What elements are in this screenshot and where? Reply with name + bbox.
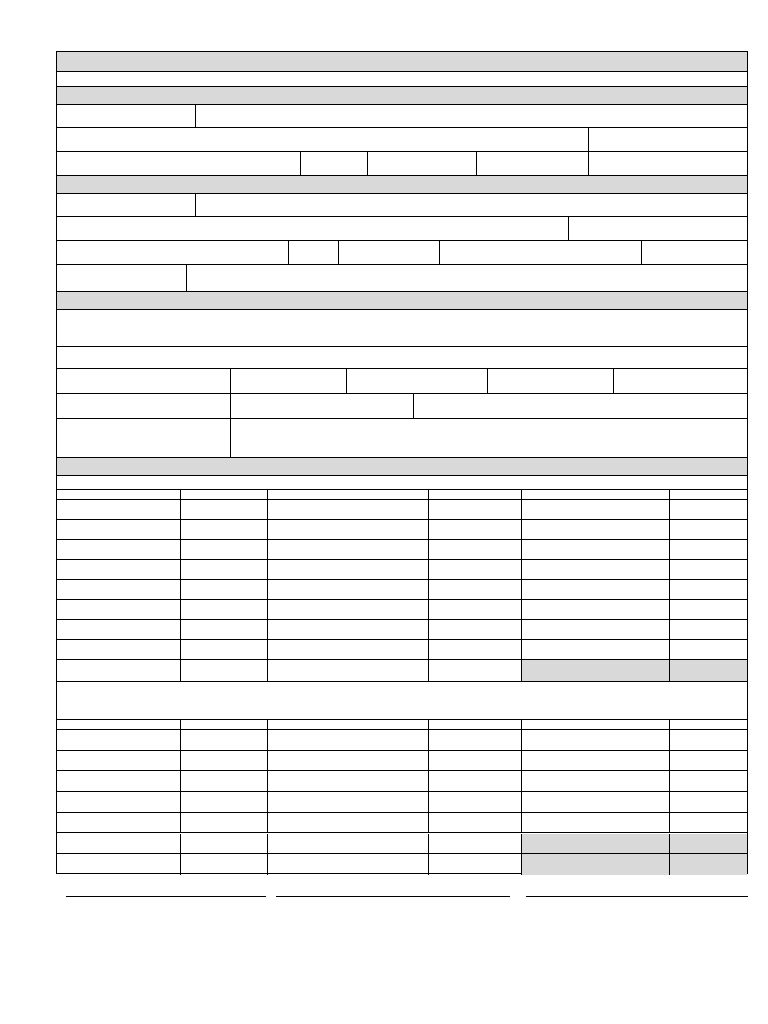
form-row <box>57 105 747 128</box>
table-cell[interactable] <box>180 580 267 599</box>
table-cell[interactable] <box>57 834 180 854</box>
field-cell[interactable] <box>300 152 367 175</box>
table-cell[interactable] <box>267 792 428 812</box>
table-row <box>57 660 747 682</box>
table-cell[interactable] <box>521 751 669 771</box>
field-cell[interactable] <box>588 128 747 151</box>
table-cell[interactable] <box>180 854 267 875</box>
table-cell[interactable] <box>267 580 428 599</box>
form-row[interactable] <box>57 310 747 347</box>
table-cell[interactable] <box>57 771 180 791</box>
table-cell[interactable] <box>521 560 669 579</box>
table-cell[interactable] <box>180 540 267 559</box>
table-header-cell <box>521 490 669 499</box>
table-cell <box>669 660 747 681</box>
table-row <box>57 600 747 620</box>
table-row <box>57 771 747 792</box>
table-cell[interactable] <box>180 792 267 812</box>
table-row <box>57 620 747 640</box>
form-row <box>57 217 747 241</box>
table-cell[interactable] <box>267 500 428 519</box>
table-header-row <box>57 720 747 730</box>
table-row <box>57 500 747 520</box>
table-cell[interactable] <box>57 520 180 539</box>
table-row <box>57 813 747 834</box>
table-row <box>57 854 747 875</box>
signature-line[interactable] <box>276 896 510 897</box>
table-cell[interactable] <box>180 834 267 854</box>
table-cell[interactable] <box>669 751 747 771</box>
table-cell[interactable] <box>428 730 521 750</box>
table-cell[interactable] <box>267 520 428 539</box>
table-cell[interactable] <box>57 751 180 771</box>
table-cell[interactable] <box>180 620 267 639</box>
table-cell[interactable] <box>521 540 669 559</box>
table-cell <box>521 660 669 681</box>
field-cell[interactable] <box>186 265 747 291</box>
table-cell[interactable] <box>669 730 747 750</box>
table-header-cell <box>428 490 521 499</box>
table-cell[interactable] <box>180 771 267 791</box>
section-header-band <box>57 52 747 72</box>
table-cell[interactable] <box>521 792 669 812</box>
table-header-cell <box>180 490 267 499</box>
table-cell[interactable] <box>267 660 428 681</box>
table-cell[interactable] <box>57 730 180 750</box>
table-cell[interactable] <box>669 620 747 639</box>
table-cell[interactable] <box>180 560 267 579</box>
section-header-band <box>57 458 747 476</box>
table-row <box>57 792 747 813</box>
table-cell[interactable] <box>669 600 747 619</box>
table-cell[interactable] <box>180 640 267 659</box>
table-cell[interactable] <box>428 560 521 579</box>
table-cell[interactable] <box>428 620 521 639</box>
table-header-cell <box>267 720 428 729</box>
form-row <box>57 369 747 394</box>
table-cell[interactable] <box>267 834 428 854</box>
table-cell[interactable] <box>267 813 428 833</box>
table-cell[interactable] <box>267 640 428 659</box>
table-cell[interactable] <box>57 500 180 519</box>
table-row <box>57 520 747 540</box>
table-cell[interactable] <box>267 854 428 875</box>
table-cell[interactable] <box>428 580 521 599</box>
table-cell[interactable] <box>267 751 428 771</box>
section-header-band <box>57 292 747 310</box>
table-cell[interactable] <box>669 792 747 812</box>
table-cell[interactable] <box>267 560 428 579</box>
blank-form <box>56 51 748 874</box>
table-cell[interactable] <box>180 660 267 681</box>
table-cell[interactable] <box>57 580 180 599</box>
table-cell[interactable] <box>267 600 428 619</box>
table-header-cell <box>669 490 747 499</box>
form-row <box>57 72 747 87</box>
field-cell[interactable] <box>568 217 747 240</box>
table-cell[interactable] <box>521 600 669 619</box>
form-row <box>57 241 747 265</box>
form-row[interactable] <box>57 347 747 369</box>
table-cell[interactable] <box>428 520 521 539</box>
table-cell[interactable] <box>267 771 428 791</box>
form-row <box>57 128 747 152</box>
table-header-cell <box>428 720 521 729</box>
signature-line[interactable] <box>526 896 748 897</box>
table-row <box>57 560 747 580</box>
table-cell[interactable] <box>428 660 521 681</box>
table-cell[interactable] <box>521 500 669 519</box>
table-row <box>57 751 747 772</box>
table-cell[interactable] <box>57 620 180 639</box>
table-cell[interactable] <box>428 640 521 659</box>
table-cell[interactable] <box>57 540 180 559</box>
table-cell[interactable] <box>669 640 747 659</box>
field-cell[interactable] <box>613 369 747 393</box>
table-cell[interactable] <box>669 540 747 559</box>
table-cell[interactable] <box>57 560 180 579</box>
table-cell[interactable] <box>428 600 521 619</box>
table-cell[interactable] <box>428 771 521 791</box>
table-cell <box>669 854 747 875</box>
table-header-row <box>57 490 747 500</box>
table-row <box>57 730 747 751</box>
form-row <box>57 194 747 217</box>
table-cell[interactable] <box>669 771 747 791</box>
form-row <box>57 419 747 458</box>
table-cell[interactable] <box>521 813 669 833</box>
table-cell[interactable] <box>428 792 521 812</box>
table-cell[interactable] <box>521 580 669 599</box>
table-cell[interactable] <box>428 500 521 519</box>
table-row <box>57 640 747 660</box>
table-cell[interactable] <box>669 560 747 579</box>
table-cell[interactable] <box>57 600 180 619</box>
field-cell[interactable] <box>367 152 476 175</box>
table-header-cell <box>669 720 747 729</box>
field-cell[interactable] <box>230 394 413 418</box>
table-cell[interactable] <box>428 751 521 771</box>
table-cell[interactable] <box>669 500 747 519</box>
signature-line[interactable] <box>66 896 266 897</box>
table-header-cell <box>521 720 669 729</box>
table-cell <box>521 834 669 854</box>
field-cell[interactable] <box>195 194 747 216</box>
table-cell[interactable] <box>180 600 267 619</box>
table-cell[interactable] <box>57 660 180 681</box>
table-cell[interactable] <box>267 540 428 559</box>
field-cell[interactable] <box>413 394 747 418</box>
section-header-band <box>57 176 747 194</box>
table-cell[interactable] <box>57 792 180 812</box>
field-cell[interactable] <box>641 241 747 264</box>
field-cell[interactable] <box>487 369 613 393</box>
section-header-band <box>57 87 747 105</box>
table-cell[interactable] <box>180 730 267 750</box>
table-row <box>57 580 747 600</box>
field-cell[interactable] <box>288 241 338 264</box>
table-cell[interactable] <box>180 751 267 771</box>
table-cell <box>669 834 747 854</box>
field-cell[interactable] <box>588 152 747 175</box>
table-cell[interactable] <box>267 730 428 750</box>
table-cell[interactable] <box>57 813 180 833</box>
table-cell[interactable] <box>521 520 669 539</box>
table-header-cell <box>180 720 267 729</box>
field-cell[interactable] <box>346 369 487 393</box>
table-cell[interactable] <box>521 620 669 639</box>
table-row <box>57 540 747 560</box>
table-cell[interactable] <box>428 540 521 559</box>
table-cell <box>521 854 669 875</box>
table-caption-row <box>57 706 747 720</box>
table-cell[interactable] <box>521 730 669 750</box>
table-cell[interactable] <box>669 520 747 539</box>
table-cell[interactable] <box>428 854 521 875</box>
field-cell[interactable] <box>338 241 439 264</box>
table-cell[interactable] <box>428 813 521 833</box>
table-cell[interactable] <box>180 520 267 539</box>
field-cell[interactable] <box>195 105 747 127</box>
table-cell[interactable] <box>267 620 428 639</box>
table-cell[interactable] <box>57 640 180 659</box>
table-cell[interactable] <box>180 500 267 519</box>
table-cell[interactable] <box>57 854 180 875</box>
field-cell[interactable] <box>476 152 588 175</box>
field-cell[interactable] <box>230 369 346 393</box>
form-row <box>57 152 747 176</box>
table-cell[interactable] <box>180 813 267 833</box>
table-cell[interactable] <box>428 834 521 854</box>
table-cell[interactable] <box>669 580 747 599</box>
table-cell[interactable] <box>521 640 669 659</box>
field-cell[interactable] <box>230 419 747 457</box>
table-caption-row <box>57 476 747 490</box>
table-row <box>57 834 747 855</box>
form-row <box>57 394 747 419</box>
field-cell[interactable] <box>439 241 641 264</box>
table-cell[interactable] <box>669 813 747 833</box>
table-cell[interactable] <box>521 771 669 791</box>
form-row <box>57 265 747 292</box>
table-header-cell <box>267 490 428 499</box>
